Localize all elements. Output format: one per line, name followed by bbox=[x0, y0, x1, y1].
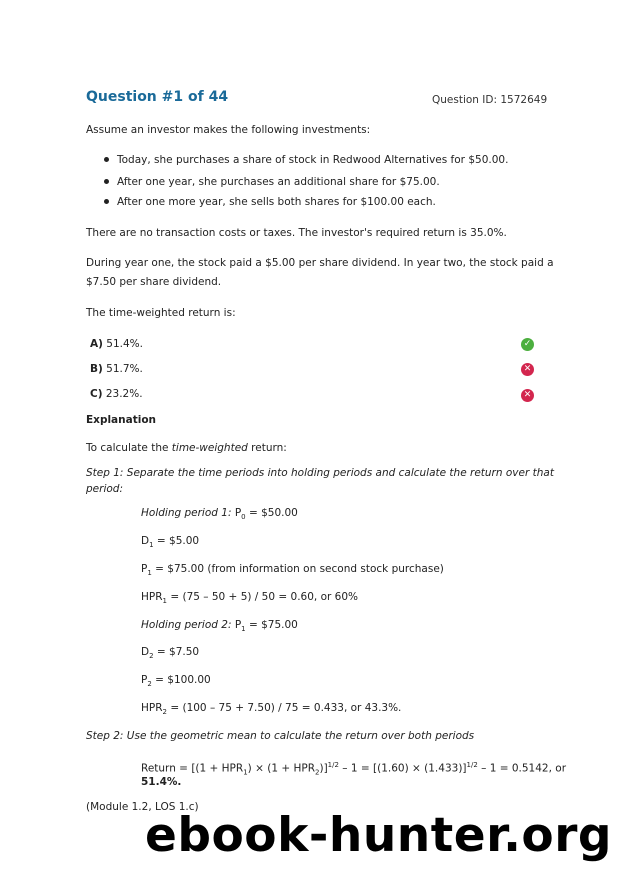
answer-option-b[interactable]: B) 51.7%. bbox=[90, 363, 143, 375]
step1-text: Step 1: Separate the time periods into holding periods and calculate the return over that bbox=[86, 467, 554, 479]
explanation-intro: To calculate the time-weighted return: bbox=[86, 442, 287, 454]
check-icon: ✓ bbox=[521, 338, 534, 351]
list-item: After one more year, she sells both shares for $100.00 each. bbox=[104, 193, 436, 212]
answer-option-a[interactable]: A) 51.4%. bbox=[90, 338, 143, 350]
formula-line: Holding period 2: $P_1$ = $75.00 bbox=[141, 619, 298, 634]
formula-line: $D_1$ = $5.00 bbox=[141, 535, 200, 550]
formula-line: $HPR_1 = (75 - 50 + 5) / 50 = 0.60$, or 60% bbox=[141, 591, 358, 606]
formula-line: $HPR_2 = (100 - 75 + 7.50) / 75 = 0.433$, or 43.3%. bbox=[141, 702, 402, 717]
formula-line: $P_2$ = $100.00 bbox=[141, 674, 211, 689]
watermark: ebook-hunter.org bbox=[145, 808, 613, 863]
step2-text: Step 2: Use the geometric mean to calculate the return over both periods bbox=[86, 730, 475, 742]
bullet-icon bbox=[104, 199, 109, 204]
formula-line: Holding period 1: $P_0$ = $50.00 bbox=[141, 507, 298, 522]
step1-text: period: bbox=[86, 483, 123, 495]
question-id: Question ID: 1572649 bbox=[432, 94, 548, 106]
bullet-icon bbox=[104, 157, 109, 162]
paragraph: There are no transaction costs or taxes. The investor's required return is 35.0%. bbox=[86, 227, 507, 239]
formula-line: $P_1$ = $75.00 (from information on second stock purchase) bbox=[141, 563, 444, 578]
list-item: Today, she purchases a share of stock in Redwood Alternatives for $50.00. bbox=[104, 151, 508, 170]
formula-line: $D_2$ = $7.50 bbox=[141, 646, 200, 661]
question-prompt: The time-weighted return is: bbox=[86, 307, 236, 319]
module-reference: (Module 1.2, LOS 1.c) bbox=[86, 801, 199, 813]
explanation-heading: Explanation bbox=[86, 414, 157, 426]
formula-line: Return = $[(1 + HPR_1) \times (1 + HPR_2)]^{1/2} - 1 = [(1.60) \times (1.433)]^{1/2} - 1 = 0.5142$, or bbox=[141, 761, 567, 777]
final-answer: 51.4%. bbox=[141, 776, 182, 788]
list-item: After one year, she purchases an additional share for $75.00. bbox=[104, 173, 440, 192]
paragraph: $7.50 per share dividend. bbox=[86, 276, 222, 288]
bullet-icon bbox=[104, 179, 109, 184]
intro-text: Assume an investor makes the following investments: bbox=[86, 124, 371, 136]
cross-icon: ✕ bbox=[521, 389, 534, 402]
paragraph: During year one, the stock paid a $5.00 per share dividend. In year two, the stock paid a bbox=[86, 257, 554, 269]
question-title: Question #1 of 44 bbox=[86, 89, 229, 105]
cross-icon: ✕ bbox=[521, 363, 534, 376]
answer-option-c[interactable]: C) 23.2%. bbox=[90, 388, 143, 400]
